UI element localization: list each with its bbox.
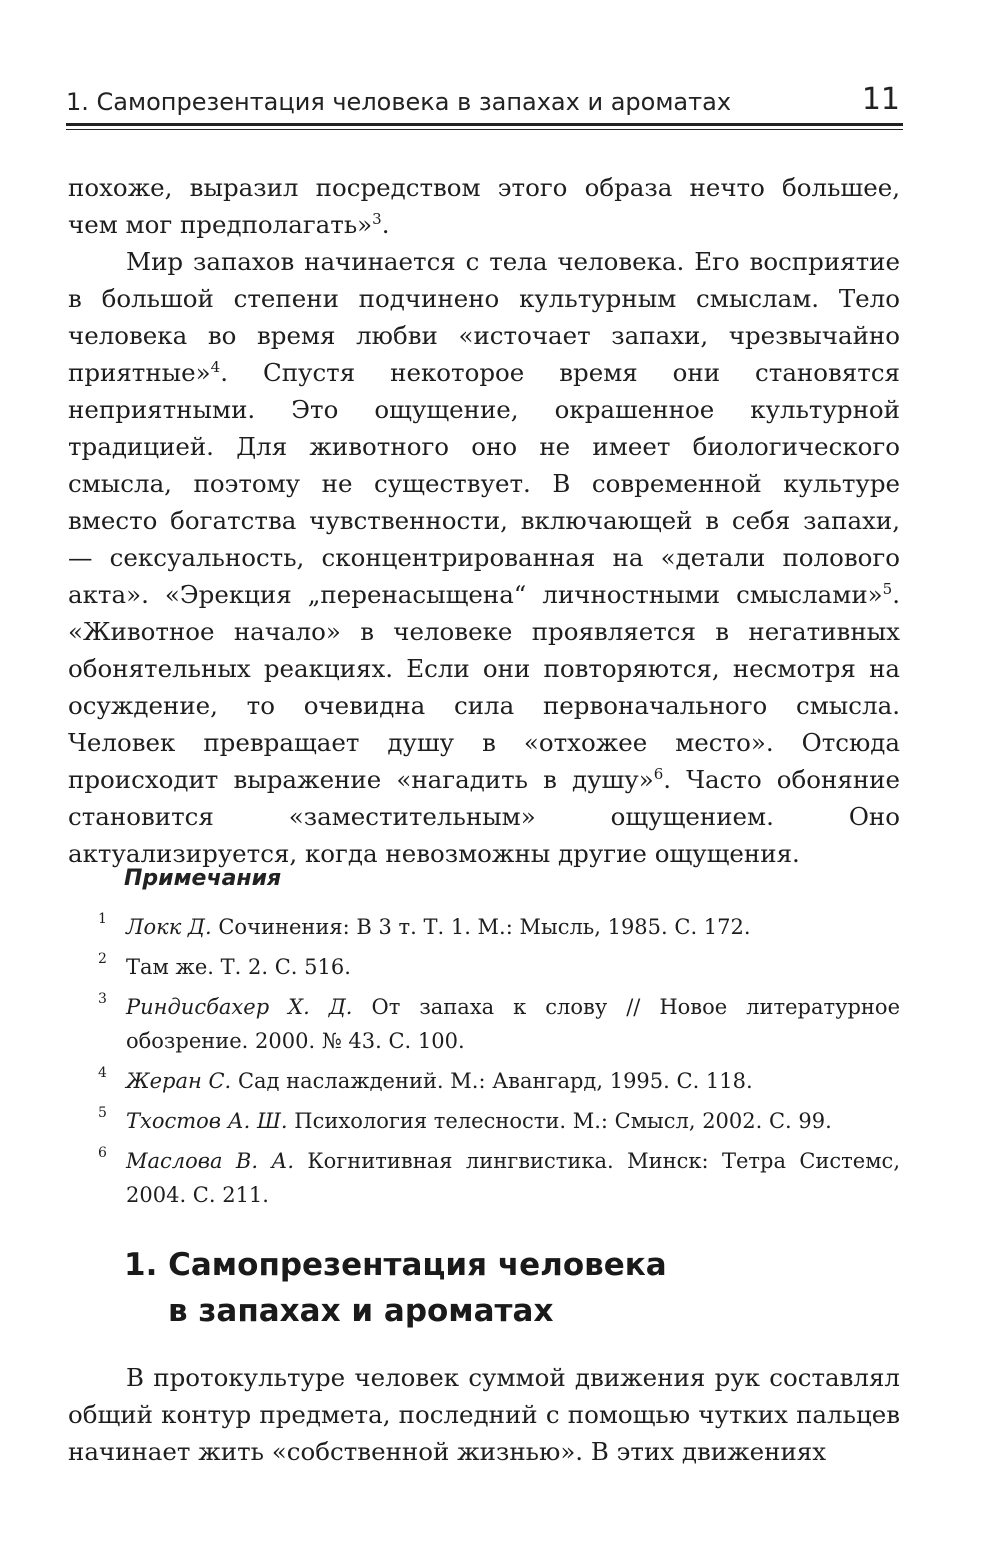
note-number: 6 xyxy=(98,1145,107,1161)
page-number: 11 xyxy=(861,82,900,117)
note-text: Сад наслаждений. М.: Авангард, 1995. С. 118. xyxy=(237,1069,753,1093)
note-text: Психология телесности. М.: Смысл, 2002. С. 99. xyxy=(294,1109,832,1133)
running-title: 1. Самопрезентация человека в запахах и ароматах xyxy=(66,88,732,116)
footnote-ref: 6 xyxy=(653,765,664,783)
note-author: Жеран С. xyxy=(126,1069,232,1093)
note-text: Сочинения: В 3 т. Т. 1. М.: Мысль, 1985. С. 172. xyxy=(218,915,751,939)
body-text-span: . xyxy=(381,210,390,239)
note-number: 2 xyxy=(98,951,107,967)
body-paragraph-1 xyxy=(68,169,900,243)
body-text-span: . Часто обоняние становится «заместительным» ощущением. Оно актуализируется, когда невозможны другие ощущения. xyxy=(68,765,900,868)
note-text: Там же. Т. 2. С. 516. xyxy=(126,955,351,979)
header-rule-thick xyxy=(66,123,903,126)
note-text: От запаха к слову // Новое литературное обозрение. 2000. № 43. С. 100. xyxy=(126,995,901,1053)
note-number: 5 xyxy=(98,1105,107,1121)
note-item xyxy=(98,1064,900,1098)
running-header xyxy=(66,82,900,122)
footnote-ref: 3 xyxy=(372,210,382,228)
note-item xyxy=(98,950,900,984)
body-text-span: похоже, выразил посредством этого образа нечто большее, чем мог предполагать» xyxy=(68,173,900,239)
footnote-ref: 4 xyxy=(210,358,221,376)
note-text: Когнитивная лингвистика. Минск: Тетра Системс, 2004. С. 211. xyxy=(126,1149,900,1207)
notes-heading: Примечания xyxy=(124,866,282,891)
header-rule-thin xyxy=(66,129,903,130)
note-author: Тхостов А. Ш. xyxy=(126,1109,288,1133)
chapter-heading xyxy=(124,1242,667,1334)
chapter-paragraph-text: В протокультуре человек суммой движения рук составлял общий контур предмета, последний с помощью чутких пальцев начинает жить «собственной жизнью». В этих движениях xyxy=(68,1363,900,1466)
note-number: 3 xyxy=(98,991,107,1007)
note-number: 1 xyxy=(98,911,107,927)
note-number: 4 xyxy=(98,1065,107,1081)
note-author: Риндисбахер Х. Д. xyxy=(126,995,353,1019)
note-item xyxy=(98,990,900,1058)
body-text-span: . «Животное начало» в человеке проявляется в негативных обонятельных реакциях. Если они повторяются, несмотря на осуждение, то очевидна сила первоначального смысла. Человек превращает душу в «отхожее место». Отсюда происходит выражение «нагадить в душу» xyxy=(68,580,900,794)
note-item xyxy=(98,910,900,944)
note-author: Локк Д. xyxy=(126,915,212,939)
note-author: Маслова В. А. xyxy=(126,1149,294,1173)
notes-list xyxy=(98,910,900,1218)
body-text-span: Мир запахов начинается с тела человека. Его восприятие в большой степени подчинено культурным смыслам. Тело человека во время любви «источает запахи, чрезвычайно приятные» xyxy=(68,247,900,387)
body-paragraph-2 xyxy=(68,243,900,872)
note-item xyxy=(98,1144,900,1212)
chapter-heading-line-2: в запахах и ароматах xyxy=(168,1293,554,1329)
chapter-paragraph xyxy=(68,1359,900,1470)
body-text-span: . Спустя некоторое время они становятся неприятными. Это ощущение, окрашенное культурной традицией. Для животного оно не имеет биологического смысла, поэтому не существует. В современной культуре вместо богатства чувственности, включающей в себя запахи, — сексуальность, сконцентрированная на «детали полового акта». «Эрекция „перенасыщена“ личностными смыслами» xyxy=(68,358,900,609)
chapter-heading-line-1: 1. Самопрезентация человека xyxy=(124,1247,667,1283)
footnote-ref: 5 xyxy=(882,580,893,598)
note-item xyxy=(98,1104,900,1138)
